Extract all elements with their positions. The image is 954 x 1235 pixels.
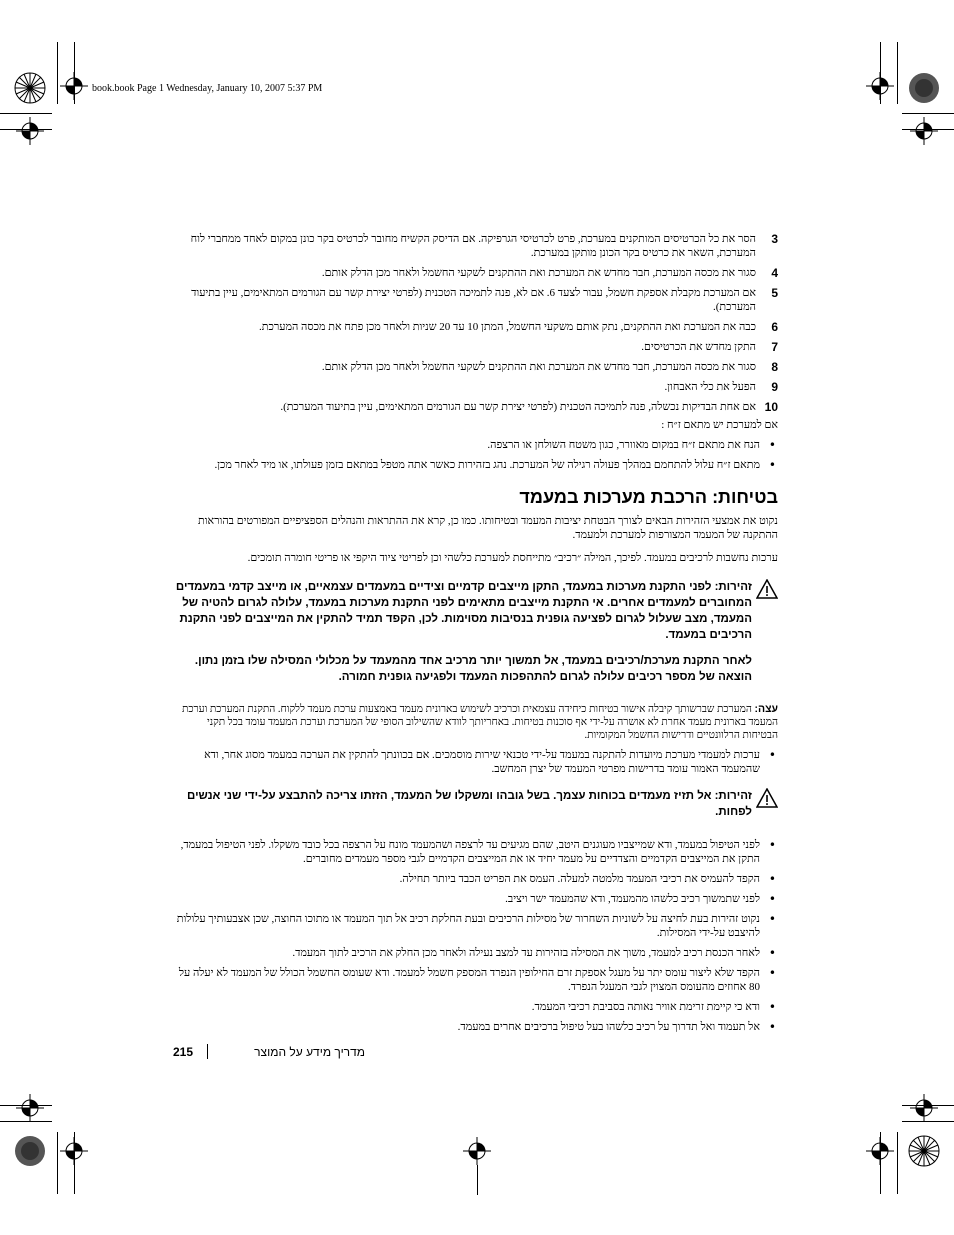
step-number: 3 — [771, 232, 778, 246]
step-item — [175, 266, 778, 280]
list-item: • לפני הטיפול במעמד, ודא שמייצביו מעוגנים היטב, שהם מגיעים עד לרצפה ושהמעמד מונח על הרצפה בכל כובד משקלו. לפני הטיפול במעמד, התקן את המייצבים הקדמיים והצדדיים על מעמד יחיד או את המייצבים הקדמיים לגבי מספר מעמדים מחוברים. — [175, 838, 760, 866]
crosshair-icon — [60, 72, 88, 100]
warning-triangle-icon — [752, 579, 778, 603]
step-text: אם המערכת מקבלת אספקת חשמל, עבור לצעד 6. אם לא, פנה לתמיכה הטכנית (לפרטי יצירת קשר עם הגורמים המתאימים, עיין בתיעוד המערכת). — [191, 287, 756, 313]
registration-disc-icon — [908, 72, 940, 104]
crosshair-icon — [866, 72, 894, 100]
list-item: • לאחר הכנסת רכיב למעמד, משוך את המסילה בזהירות עד למצב נעילה ולאחר מכן החלק את הרכיב לתוך המעמד. — [175, 946, 760, 960]
crosshair-icon — [866, 1137, 894, 1165]
steps-list — [175, 232, 778, 414]
page-footer — [172, 1045, 778, 1063]
list-item: • לפני שתמשוך רכיב כלשהו מהמעמד, ודא שהמעמד ישר ויציב. — [175, 892, 760, 906]
list-item: • הקפד להעמיס את רכיבי המעמד מלמטה למעלה. העמס את הפריט הכבד ביותר תחילה. — [175, 872, 760, 886]
ups-intro: אם למערכת יש מתאם ז״ח : — [661, 419, 778, 431]
note-bullet-list — [175, 748, 778, 776]
warning-triangle-icon — [752, 788, 778, 812]
rack-bullet-list — [175, 838, 778, 1034]
list-item: • ערכות למעמדי מערכת מיועדות להתקנה במעמד על-ידי טכנאי שירות מוסמכים. אם בכוונתך להתקין את הערכה במעמד מסוג אחר, ודא שהמעמד האמור עומד בדרישות מפרטי המעמד של יצרן המחשב. — [175, 748, 760, 776]
step-text: סגור את מכסה המערכת, חבר מחדש את המערכת ואת ההתקנים לשקעי החשמל ולאחר מכן הדלק אותם. — [321, 361, 756, 373]
step-item — [175, 360, 778, 374]
crosshair-icon — [60, 1137, 88, 1165]
step-item — [175, 400, 778, 414]
crosshair-icon — [910, 1094, 938, 1122]
step-number: 10 — [764, 400, 778, 414]
step-text: סגור את מכסה המערכת, חבר מחדש את המערכת ואת ההתקנים לשקעי החשמל ולאחר מכן הדלק אותם. — [321, 267, 756, 279]
step-text: אם אחת הבדיקות נכשלה, פנה לתמיכה הטכנית (לפרטי יצירת קשר עם הגורמים המתאימים, עיין בתיעוד המערכת). — [280, 401, 756, 413]
print-slug: book.book Page 1 Wednesday, January 10, 2007 5:37 PM — [92, 83, 323, 94]
registration-starburst-icon — [14, 72, 46, 104]
list-item: • הקפד שלא ליצור עומס יתר על מעגל אספקת זרם החילופין הנפרד המספק חשמל למעמד. ודא שעומס החשמל הכולל של המעמד לא יעלה על 80 אחוזים מהעומס המצוין לגבי המעגל הנפרד. — [175, 966, 760, 994]
page-number: 215 — [172, 1045, 193, 1059]
step-number: 4 — [771, 266, 778, 280]
step-text: הפעל את כלי האבחון. — [664, 381, 756, 393]
step-item — [175, 286, 778, 314]
footer-divider — [207, 1044, 208, 1059]
step-text: הסר את כל הכרטיסים המותקנים במערכת, פרט לכרטיסי הגרפיקה. אם הדיסק הקשיח מחובר לכרטיס בקר כונן במקום לאחד ממחברי לוח המערכת, השאר את כרטיס בקר הכונן מותקן במערכת. — [190, 233, 756, 259]
step-number: 8 — [771, 360, 778, 374]
step-item — [175, 340, 778, 354]
note-block — [175, 703, 778, 742]
list-item: • נקוט זהירות בעת לחיצה על לשוניות השחרור של מסילות הרכיבים ובעת החלקת רכיב אל תוך המעמד או מתוכו החוצה, שכן אצבעותיך עלולות להיצבט על-ידי המסילות. — [175, 912, 760, 940]
section-heading: בטיחות: הרכבת מערכות במעמד — [519, 487, 778, 507]
warning-text: לאחר התקנת מערכת/רכיבים במעמד, אל תמשוך יותר מרכיב אחד מהמעמד על מכלולי המסילה שלו בזמן נתון. הוצאה של מספר רכיבים עלולה לגרום להתהפכות המעמד ולפגיעה גופנית חמורה. — [194, 655, 752, 683]
step-number: 6 — [771, 320, 778, 334]
list-item: • מתאם ז״ח עלול להתחמם במהלך פעולה רגילה של המערכת. נהג בזהירות כאשר אתה מטפל במתאם בזמן פעולתו, או מיד לאחר מכן. — [175, 458, 760, 472]
warning-block — [175, 579, 778, 695]
crosshair-icon — [16, 1094, 44, 1122]
warning-text: זהירות: לפני התקנת מערכות במעמד, התקן מייצבים קדמיים וצידיים במעמדים עצמאיים, או מייצב קדמי במעמדים המחוברים למעמדים אחרים. אי התקנת מייצבים מתאימים לפני התקנת מערכות במעמד, עלולה לגרום להטיה של המעמד, מצב שעלול לגרום לפציעה גופנית בנסיבות מסוימות. לכן, הקפד תמיד להתקין את המייצבים לפני התקנת הרכיבים במעמד. — [175, 581, 752, 641]
step-text: כבה את המערכת ואת ההתקנים, נתק אותם משקעי החשמל, המתן 10 עד 20 שניות ולאחר מכן פתח את מכסה המערכת. — [259, 321, 756, 333]
step-number: 7 — [771, 340, 778, 354]
list-item: • ודא כי קיימת זרימת אוויר נאותה בסביבת רכיבי המעמד. — [175, 1000, 760, 1014]
step-item — [175, 320, 778, 334]
footer-title: מדריך מידע על המוצר — [254, 1045, 365, 1059]
document-body — [175, 232, 778, 1040]
step-text: התקן מחדש את הכרטיסים. — [641, 341, 756, 353]
step-number: 9 — [771, 380, 778, 394]
crosshair-icon — [910, 117, 938, 145]
note-text: המערכת שברשותך קיבלה אישור בטיחות כיחידה עצמאית וכרכיב לשימוש בארונית מעמד באמצעות ערכת מעמד ללקוח. התקנת המערכת וערכת המעמד בארונית מעמד אחרת לא אושרה על-ידי אף סוכנות בטיחות. באחריותך לוודא שהשילוב הסופי של המערכת וערכת המעמד עומד בכל תקני הבטיחות הרלוונטיים ודרישות החשמל המקומיות. — [181, 704, 778, 741]
step-number: 5 — [771, 286, 778, 300]
step-item — [175, 380, 778, 394]
warning-text: זהירות: אל תזיז מעמדים בכוחות עצמך. בשל גובהו ומשקלו של המעמד, הזזתו צריכה להתבצע על-ידי שני אנשים לפחות. — [187, 790, 752, 818]
crosshair-icon — [16, 117, 44, 145]
crosshair-icon — [463, 1137, 491, 1165]
warning-block — [175, 788, 778, 830]
registration-disc-icon — [14, 1135, 46, 1167]
paragraph: נקוט את אמצעי הזהירות הבאים לצורך הבטחת יציבות המעמד ובטיחותו. כמו כן, קרא את ההתראות והנהלים הספציפיים המפורטים בהוראות ההתקנה של המעמד המצורפות למערכת ולמעמד. — [198, 515, 778, 541]
registration-starburst-icon — [908, 1135, 940, 1167]
ups-bullet-list — [175, 438, 778, 472]
list-item: • אל תעמוד ואל תדרוך על רכיב כלשהו בעל טיפול ברכיבים אחרים במעמד. — [175, 1020, 760, 1034]
list-item: • הנח את מתאם ז״ח במקום מאוורר, כגון משטח השולחן או הרצפה. — [175, 438, 760, 452]
note-label: עצה: — [754, 703, 778, 715]
paragraph: ערכות נחשבות לרכיבים במעמד. לפיכך, המילה ״רכיב״ מתייחסת למערכת כלשהי וכן לפריטי ציוד היקפי או פריטי חומרה תומכים. — [247, 552, 778, 564]
step-item — [175, 232, 778, 260]
